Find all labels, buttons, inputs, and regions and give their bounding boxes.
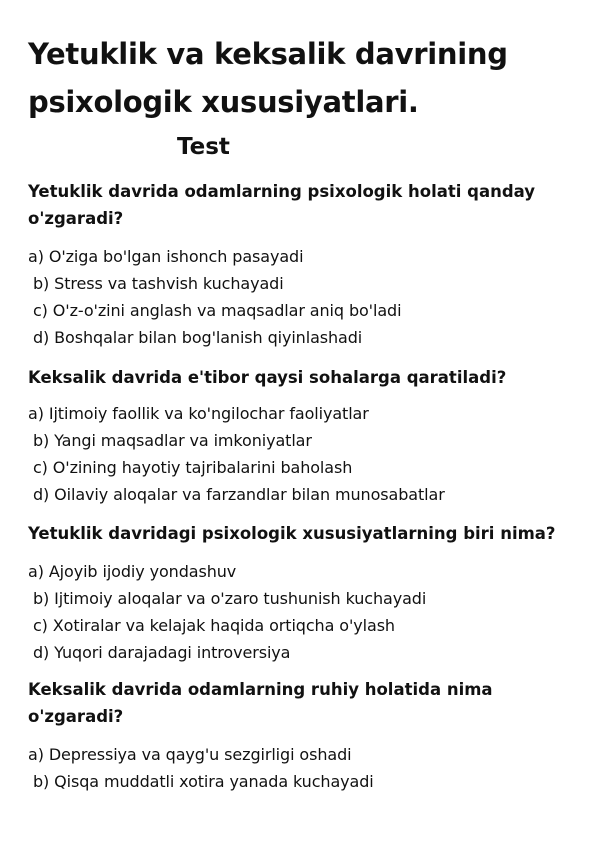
option-d: d) Yuqori darajadagi introversiya: [28, 643, 291, 662]
option-b: b) Qisqa muddatli xotira yanada kuchayadi: [28, 772, 374, 791]
option-c: c) Xotiralar va kelajak haqida ortiqcha o'ylash: [28, 616, 395, 635]
question-2-options: [28, 400, 578, 508]
option-d: d) Boshqalar bilan bog'lanish qiyinlashadi: [28, 328, 363, 347]
question-3: Yetuklik davridagi psixologik xususiyatlarning biri nima?: [28, 524, 556, 543]
question-4: Keksalik davrida odamlarning ruhiy holatida nima o'zgaradi?: [28, 680, 493, 726]
section-subtitle: Test: [177, 134, 230, 160]
question-1-options: [28, 243, 578, 351]
question-4-options: [28, 741, 578, 795]
question-1: Yetuklik davrida odamlarning psixologik holati qanday o'zgaradi?: [28, 182, 536, 228]
option-b: b) Stress va tashvish kuchayadi: [28, 274, 284, 293]
option-b: b) Yangi maqsadlar va imkoniyatlar: [28, 431, 312, 450]
question-3-options: [28, 558, 578, 666]
option-a: a) Ijtimoiy faollik va ko'ngilochar faoliyatlar: [28, 404, 369, 423]
option-d: d) Oilaviy aloqalar va farzandlar bilan munosabatlar: [28, 485, 445, 504]
document-title: Yetuklik va keksalik davrining psixologik xususiyatlari.: [28, 37, 508, 119]
question-2: Keksalik davrida e'tibor qaysi sohalarga qaratiladi?: [28, 368, 507, 387]
option-a: a) O'ziga bo'lgan ishonch pasayadi: [28, 247, 304, 266]
option-a: a) Ajoyib ijodiy yondashuv: [28, 562, 237, 581]
option-c: c) O'z-o'zini anglash va maqsadlar aniq bo'ladi: [28, 301, 402, 320]
option-a: a) Depressiya va qayg'u sezgirligi oshadi: [28, 745, 352, 764]
option-b: b) Ijtimoiy aloqalar va o'zaro tushunish kuchayadi: [28, 589, 427, 608]
option-c: c) O'zining hayotiy tajribalarini baholash: [28, 458, 353, 477]
